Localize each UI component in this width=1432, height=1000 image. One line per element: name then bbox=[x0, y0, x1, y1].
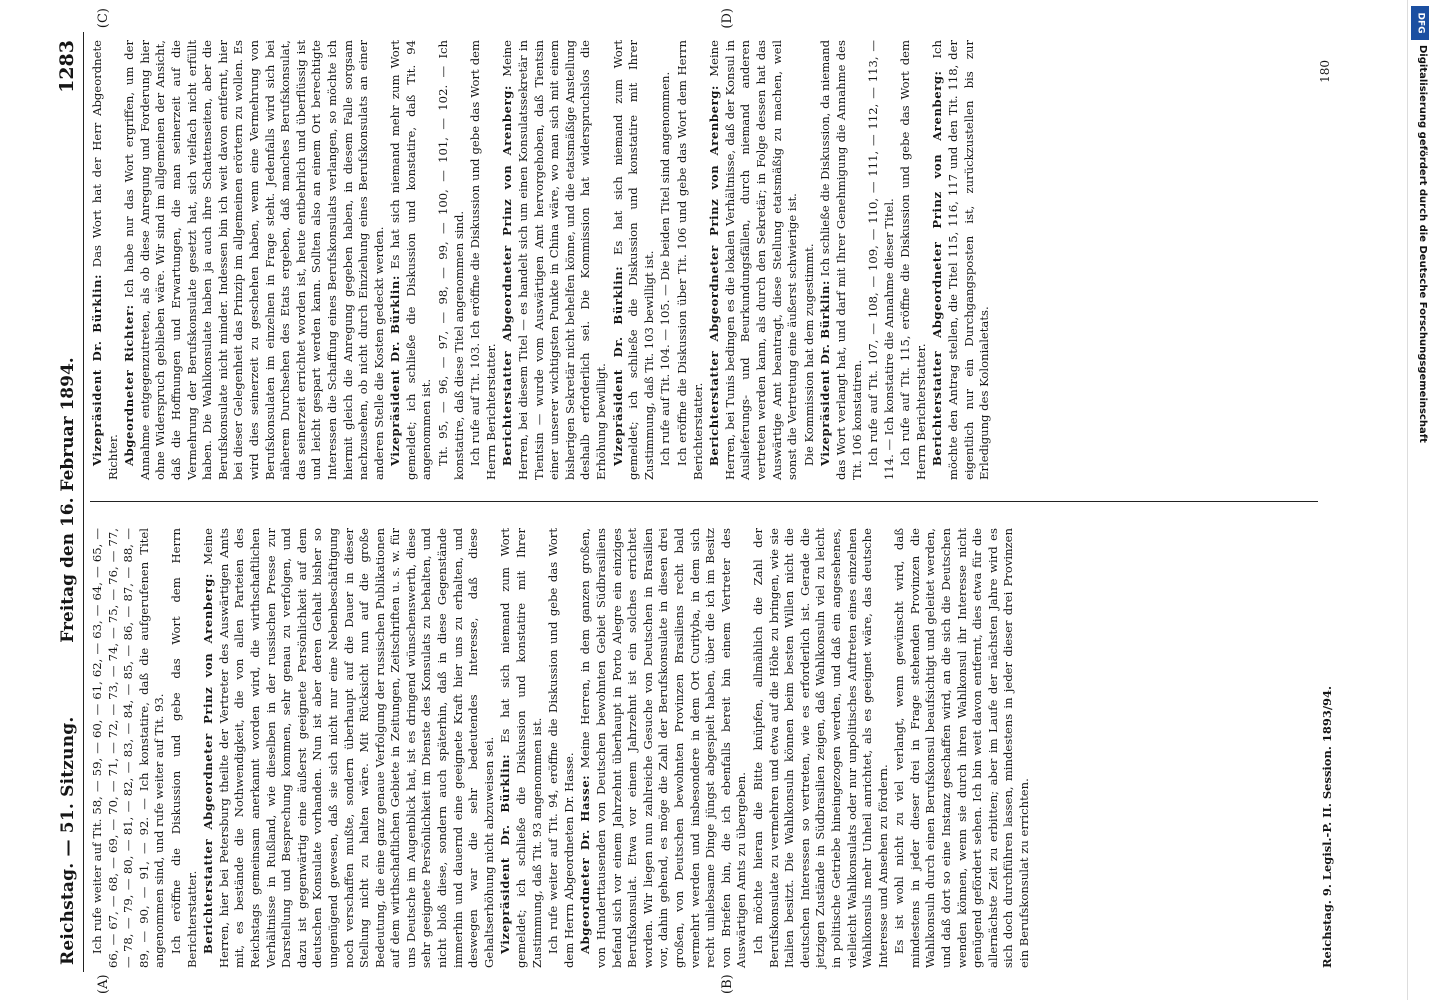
speaker-label: Vizepräsident Dr. Bürklin: bbox=[610, 265, 625, 466]
speaker-label: Vizepräsident Dr. Bürklin: bbox=[818, 280, 833, 466]
paragraph bbox=[388, 40, 435, 480]
paragraph-text: Tit. 95, — 96, — 97, — 98, — 99, — 100, — 101, — 102. — Ich konstatire, daß diese Titel angenommen sind. bbox=[436, 40, 466, 480]
paragraph-text: Es hat sich niemand zum Wort gemeldet; ich schließe die Diskussion und konstatire mit Ihrer Zustimmung, daß Tit. 93 angenommen ist. bbox=[498, 528, 544, 968]
paragraph bbox=[436, 40, 467, 480]
header-left: Reichstag. — 51. Sitzung. bbox=[58, 716, 78, 965]
paragraph-text: Es hat sich niemand mehr zum Wort gemeldet; ich schließe die Diskussion und konstatire, daß Tit. 94 angenommen ist. bbox=[388, 40, 434, 480]
paragraph-text: Ich schließe die Diskussion, da niemand das Wort verlangt hat, und darf mit Ihrer Genehmigung die Annahme des Tit. 106 konstatiren. bbox=[818, 39, 864, 480]
column-separator bbox=[90, 501, 1318, 502]
right-column bbox=[90, 40, 994, 480]
paragraph-text: Ich eröffne die Diskussion und gebe das Wort dem Herrn Berichterstatter. bbox=[168, 528, 199, 968]
footer-session: Reichstag. 9. Legisl.-P. II. Session. 1893/94. bbox=[1320, 685, 1334, 968]
paragraph-text: Ich rufe weiter auf Tit. 58, — 59, — 60, — 61, 62, — 63, — 64, — 65, — 66, — 67, — 68, — 69, — 70, — 71, — 72, — 73, — 74, — 75, — 76, — 77, — 78, — 79, — 80, — 81, — 82, — 83, — 84, — 85, — 86, — 87, — 88, — 89, — 90, — 91, — 92. — Ich konstatire, daß die aufgerufenen Titel angenommen sind, und rufe weiter auf Tit. 93. bbox=[90, 528, 167, 968]
paragraph bbox=[818, 40, 865, 480]
paragraph bbox=[658, 40, 674, 480]
paragraph-text: Es ist wohl nicht zu viel verlangt, wenn gewünscht wird, daß mindestens in jeder dieser drei in Frage stehenden Provinzen die Wahlkonsuln durch einen Berufskonsul beaufsichtigt und geleitet werden, und daß dort so eine Instanz geschaffen wird, an die sich die Deutschen wenden können, wenn sie durch ihren Wahlkonsul ihr Interesse nicht genügend gefördert sehen. Ich bin weit davon entfernt, dies etwa für die allernächste Zeit zu erbitten; aber im Laufe der nächsten Jahre wird es sich doch durchführen lassen, mindestens in jeder dieser drei Provinzen ein Berufskonsulat zu errichten. bbox=[892, 528, 1032, 968]
paragraph bbox=[802, 40, 818, 480]
speaker-label: Berichterstatter Abgeordneter Prinz von Arenberg: bbox=[201, 573, 216, 954]
paragraph-text: Meine Herren, hier bei Petersburg theilte der Vertreter des Auswärtigen Amts mit, es bestände die Nothwendigkeit, die von allen Parteien des Reichstags gemeinsam anerkannt worden wird, die wirthschaftlichen Verhältnisse in Rußland, wie dieselben in der russischen Presse zur Darstellung und Besprechung kommen, sehr genau zu verfolgen, und dazu ist gegenwärtig eine äußerst geeignete Persönlichkeit auf dem deutschen Konsulate vorhanden. Nun ist aber deren Gehalt bisher so ungenügend gewesen, daß sie sich nicht nur eine Nebenbeschäftigung noch verschaffen mußte, sondern überhaupt auf die Dauer in dieser Stellung nicht zu halten wäre. Mit Rücksicht nun auf die große Bedeutung, die eine ganz genaue Verfolgung der russischen Publikationen auf dem wirthschaftlichen Gebiete in Zeitungen, Zeitschriften u. s. w. für uns Deutsche im Augenblick hat, ist es dringend wünschenswerth, diese sehr geeignete Persönlichkeit im Dienste des Konsulats zu behalten, und nicht bloß diese, sondern auch späterhin, daß in diese Gegenstände immerhin und dauernd eine geeignete Kraft hier uns zu erhalten, und deswegen war die sehr bedeutendes Interesse, daß diese Gehaltserhöhung nicht abzuweisen sei. bbox=[201, 527, 496, 968]
header-date: Freitag den 16. Februar 1894. bbox=[58, 357, 78, 643]
speaker-label: Vizepräsident Dr. Bürklin: bbox=[498, 753, 513, 954]
paragraph-text: Ich möchte hieran die Bitte knüpfen, allmählich die Zahl der Berufskonsulate zu vermehren und etwa auf die Höhe zu bringen, wie sie Italien besitzt. Die Wahlkonsuln können beim besten Willen nicht die deutschen Interessen so vertreten, wie es erforderlich ist. Gerade die jetzigen Zustände in Südbrasilien zeigen, daß Wahlkonsuln viel zu leicht in politische Getriebe hineingezogen werden, und daß ein angesehenes, vielleicht Wahlkonsulats oder nur unpolitisches Auftreten eines einzelnen Wahlkonsuls mehr Unheil anrichtet, als es geeignet wäre, das deutsche Interesse und Ansehen zu fördern. bbox=[750, 528, 890, 968]
speaker-label: Abgeordneter Richter: bbox=[122, 304, 137, 466]
speaker-label: Abgeordneter Dr. Hasse: bbox=[578, 774, 593, 954]
margin-letter-d: (D) bbox=[720, 8, 735, 29]
paragraph bbox=[546, 528, 577, 968]
paragraph-text: Ich rufe weiter auf Tit. 94, eröffne die Diskussion und gebe das Wort dem Herrn Abgeordneten Dr. Hasse. bbox=[546, 528, 576, 968]
paragraph bbox=[169, 528, 200, 968]
speaker-label: Berichterstatter Abgeordneter Prinz von Arenberg: bbox=[707, 85, 722, 466]
paragraph bbox=[751, 528, 891, 968]
margin-letter-b: (B) bbox=[720, 974, 735, 994]
dfg-logo-text: DFG bbox=[1415, 12, 1426, 34]
paragraph bbox=[611, 40, 658, 480]
paragraph bbox=[866, 40, 897, 480]
paragraph bbox=[468, 40, 499, 480]
paragraph-text: Ich möchte den Antrag stellen, die Titel 115, 116, 117 und den Tit. 118, der eigentlich nur ein Durchgangsposten ist, zurückzustellen bis zur Erledigung des Kolonialetats. bbox=[930, 40, 992, 480]
paragraph bbox=[707, 40, 801, 480]
paragraph-text: Ich habe nur das Wort ergriffen, um der Annahme entgegenzutreten, als ob diese Anregung und Forderung hier ohne Widerspruch geblieben wäre. Wir sind im allgemeinen der Ansicht, daß die Hoffnungen und Erwartungen, die man seinerzeit auf die Vermehrung der Berufskonsulate gesetzt hat, sich vielfach nicht erfüllt haben. Die Wahlkonsulate haben ja auch ihre Schattenseiten, aber die Berufskonsulate nicht minder. Indessen bin ich weit davon entfernt, hier bei dieser Gelegenheit das Prinzip im allgemeinen erörtern zu wollen. Es wird dies seinerzeit zu geschehen haben, wenn eine Vermehrung von Berufskonsulaten im einzelnen in Frage steht. Jedenfalls wird sich bei näherem Durchsehen des Etats ergeben, daß manches Berufskonsulat, das seinerzeit errichtet worden ist, heute entbehrlich und überflüssig ist und leicht gespart werden kann. Sollten also an einem Ort berechtigte Interessen die Schaffung eines Berufskonsulats verlangen, so möchte ich hiermit gleich die Anregung gegeben haben, in diesem Falle sorgsam nachzusehen, ob nicht durch Einziehung eines Berufskonsulats an einer anderen Stelle die Kosten gedeckt werden. bbox=[122, 40, 386, 480]
margin-letter-a: (A) bbox=[96, 974, 111, 994]
paragraph bbox=[578, 528, 750, 968]
margin-letter-c: (C) bbox=[96, 8, 111, 29]
paragraph bbox=[201, 528, 497, 968]
speaker-label: Vizepräsident Dr. Bürklin: bbox=[388, 275, 403, 466]
paragraph bbox=[930, 40, 992, 480]
dfg-strip bbox=[1407, 0, 1432, 1000]
speaker-label: Berichterstatter Abgeordneter Prinz von Arenberg: bbox=[930, 70, 945, 466]
left-column bbox=[90, 528, 1034, 968]
paragraph-text: Meine Herren, in dem ganzen großen, von Hunderttausenden von Deutschen bewohnten Gebiet Südbrasiliens befand sich vor einem Jahrzehnt überhaupt in Porto Alegre ein einziges Berufskonsulat. Etwa vor einem Jahrzehnt ist ein solches errichtet worden. Wir liegen nun zahlreiche Gesuche von Deutschen in Brasilien vor, dahin gehend, es möge die Zahl der Berufskonsulate in diesen drei großen, von Deutschen bewohnten Provinzen Brasiliens recht bald vermehrt werden und insbesondere in dem Ort Curityba, in dem sich recht unliebsame Dinge jüngst abgespielt haben, über die ich im Besitz von Briefen bin, die ich ebenfalls bereit bin einem Vertreter des Auswärtigen Amts zu übergeben. bbox=[578, 527, 749, 968]
paragraph-text: Es hat sich niemand zum Wort gemeldet; ich schließe die Diskussion und konstatire mit Ihrer Zustimmung, daß Tit. 103 bewilligt ist. bbox=[610, 40, 656, 480]
paragraph bbox=[675, 40, 706, 480]
paragraph bbox=[500, 40, 609, 480]
paragraph-text: Ich rufe auf Tit. 115, eröffne die Diskussion und gebe das Wort dem Herrn Berichterstatter. bbox=[898, 40, 928, 480]
paragraph bbox=[892, 528, 1032, 968]
paragraph bbox=[90, 528, 168, 968]
dfg-notice: Digitalisierung gefördert durch die Deutsche Forschungsgemeinschaft bbox=[1417, 45, 1428, 443]
paragraph-text: Ich eröffne die Diskussion über Tit. 106 und gebe das Wort dem Herrn Berichterstatter. bbox=[674, 40, 705, 480]
paragraph-text: Ich rufe auf Tit. 104. — 105. — Die beiden Titel sind angenommen. bbox=[658, 71, 673, 466]
paragraph-text: Ich rufe auf Tit. 103. Ich eröffne die Diskussion und gebe das Wort dem Herrn Berichterstatter. bbox=[468, 40, 498, 480]
paragraph bbox=[90, 40, 121, 480]
paragraph-text: Das Wort hat der Herr Abgeordnete Richter. bbox=[90, 39, 120, 480]
header-rule bbox=[83, 32, 84, 972]
paragraph-text: Ich rufe auf Tit. 107, — 108, — 109, — 110, — 111, — 112, — 113, — 114. — Ich konstatire die Annahme dieser Titel. bbox=[866, 40, 896, 480]
paragraph bbox=[498, 528, 545, 968]
paragraph-text: Meine Herren, bei Tunis bedingen es die lokalen Verhältnisse, daß der Konsul in Auslieferungs- und Beurkundungsfällen, durch niemand anderen vertreten werden kann, als durch den Sekretär; in Folge dessen hat das Auswärtige Amt beantragt, diese Stellung etatsmäßig zu machen, weil sonst die Vertretung eine äußerst schwierige ist. bbox=[707, 39, 800, 480]
speaker-label: Vizepräsident Dr. Bürklin: bbox=[90, 274, 104, 466]
signature-mark: 180 bbox=[1318, 60, 1332, 83]
paragraph-text: Die Kommission hat dem zugestimmt. bbox=[801, 243, 816, 466]
speaker-label: Berichterstatter Abgeordneter Prinz von Arenberg: bbox=[500, 85, 515, 466]
paragraph bbox=[122, 40, 387, 480]
dfg-logo bbox=[1411, 6, 1429, 40]
page-number: 1283 bbox=[56, 40, 78, 93]
paragraph-text: Meine Herren, bei diesem Titel — es handelt sich um einen Konsulatssekretär in Tientsin — wurde vom Auswärtigen Amt hervorgehoben, daß Tientsin einer unserer wichtigsten Punkte in China wäre, wo man sich mit einem bisherigen Sekretär nicht behelfen könne, und die etatsmäßige Anstellung deshalb erforderlich sei. Die Kommission hat widerspruchslos die Erhöhung bewilligt. bbox=[500, 39, 608, 480]
paragraph bbox=[898, 40, 929, 480]
